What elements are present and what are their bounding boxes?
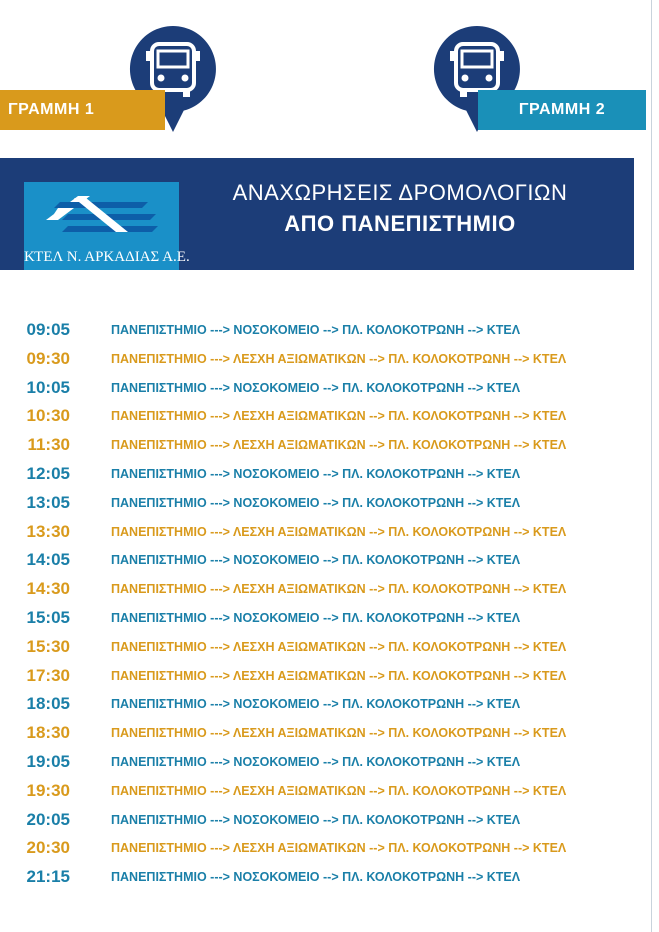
departure-row (0, 834, 640, 863)
departure-time: 10:05 (26, 377, 70, 397)
departure-row (0, 518, 640, 547)
departure-row (0, 863, 640, 892)
departure-row (0, 460, 640, 489)
departure-route: ΠΑΝΕΠΙΣΤΗΜΙΟ ---> ΝΟΣΟΚΟΜΕΙΟ --> ΠΛ. ΚΟΛΟΚΟΤΡΩΝΗ --> ΚΤΕΛ (111, 323, 521, 337)
departure-time: 20:30 (26, 838, 70, 858)
departure-route: ΠΑΝΕΠΙΣΤΗΜΙΟ ---> ΝΟΣΟΚΟΜΕΙΟ --> ΠΛ. ΚΟΛΟΚΟΤΡΩΝΗ --> ΚΤΕΛ (111, 466, 521, 481)
line-1-label: ΓΡΑΜΜΗ 1 (8, 101, 95, 118)
departure-row (0, 345, 640, 374)
departure-route: ΠΑΝΕΠΙΣΤΗΜΙΟ ---> ΝΟΣΟΚΟΜΕΙΟ --> ΠΛ. ΚΟΛΟΚΟΤΡΩΝΗ --> ΚΤΕΛ (111, 697, 521, 712)
line-2-label: ΓΡΑΜΜΗ 2 (518, 101, 606, 118)
departure-route: ΠΑΝΕΠΙΣΤΗΜΙΟ ---> ΛΕΣΧΗ ΑΞΙΩΜΑΤΙΚΩΝ --> ΠΛ. ΚΟΛΟΚΟΤΡΩΝΗ --> ΚΤΕΛ (111, 409, 567, 424)
departure-time: 20:05 (26, 809, 70, 829)
departure-row (0, 777, 640, 806)
departure-time: 21:15 (26, 867, 70, 887)
departure-row (0, 633, 640, 662)
departure-time: 15:05 (26, 607, 70, 627)
departure-time: 17:30 (26, 665, 70, 685)
banner-title-line2: ΑΠΟ ΠΑΝΕΠΙΣΤΗΜΙΟ (284, 211, 516, 236)
departure-route: ΠΑΝΕΠΙΣΤΗΜΙΟ ---> ΛΕΣΧΗ ΑΞΙΩΜΑΤΙΚΩΝ --> ΠΛ. ΚΟΛΟΚΟΤΡΩΝΗ --> ΚΤΕΛ (111, 668, 567, 683)
departure-time: 18:30 (26, 723, 70, 743)
departure-time: 10:30 (26, 406, 70, 426)
departure-route: ΠΑΝΕΠΙΣΤΗΜΙΟ ---> ΝΟΣΟΚΟΜΕΙΟ --> ΠΛ. ΚΟΛΟΚΟΤΡΩΝΗ --> ΚΤΕΛ (111, 870, 521, 885)
line-1-badge (0, 90, 165, 130)
departure-route: ΠΑΝΕΠΙΣΤΗΜΙΟ ---> ΝΟΣΟΚΟΜΕΙΟ --> ΠΛ. ΚΟΛΟΚΟΤΡΩΝΗ --> ΚΤΕΛ (111, 495, 521, 510)
departure-time: 19:30 (26, 780, 70, 800)
departure-time: 09:30 (26, 348, 70, 368)
departure-row (0, 748, 640, 777)
departure-route: ΠΑΝΕΠΙΣΤΗΜΙΟ ---> ΛΕΣΧΗ ΑΞΙΩΜΑΤΙΚΩΝ --> ΠΛ. ΚΟΛΟΚΟΤΡΩΝΗ --> ΚΤΕΛ (111, 726, 567, 741)
departure-row (0, 546, 640, 575)
departure-time: 12:05 (26, 463, 70, 483)
departure-time: 15:30 (26, 636, 70, 656)
departure-time: 13:05 (26, 492, 70, 512)
departure-row (0, 604, 640, 633)
departure-row (0, 316, 640, 345)
departure-row (0, 662, 640, 691)
departure-route: ΠΑΝΕΠΙΣΤΗΜΙΟ ---> ΝΟΣΟΚΟΜΕΙΟ --> ΠΛ. ΚΟΛΟΚΟΤΡΩΝΗ --> ΚΤΕΛ (111, 380, 521, 395)
departure-time: 14:05 (26, 550, 70, 570)
ktel-logo (24, 182, 190, 270)
departure-row (0, 575, 640, 604)
departure-row (0, 402, 640, 431)
ktel-logo-icon (38, 190, 166, 242)
departure-route: ΠΑΝΕΠΙΣΤΗΜΙΟ ---> ΝΟΣΟΚΟΜΕΙΟ --> ΠΛ. ΚΟΛΟΚΟΤΡΩΝΗ --> ΚΤΕΛ (111, 812, 521, 827)
departure-time: 13:30 (26, 521, 70, 541)
departure-route: ΠΑΝΕΠΙΣΤΗΜΙΟ ---> ΛΕΣΧΗ ΑΞΙΩΜΑΤΙΚΩΝ --> ΠΛ. ΚΟΛΟΚΟΤΡΩΝΗ --> ΚΤΕΛ (111, 639, 567, 654)
departure-route: ΠΑΝΕΠΙΣΤΗΜΙΟ ---> ΝΟΣΟΚΟΜΕΙΟ --> ΠΛ. ΚΟΛΟΚΟΤΡΩΝΗ --> ΚΤΕΛ (111, 553, 521, 568)
departure-route: ΠΑΝΕΠΙΣΤΗΜΙΟ ---> ΝΟΣΟΚΟΜΕΙΟ --> ΠΛ. ΚΟΛΟΚΟΤΡΩΝΗ --> ΚΤΕΛ (111, 610, 521, 625)
departure-row (0, 719, 640, 748)
departure-route: ΠΑΝΕΠΙΣΤΗΜΙΟ ---> ΛΕΣΧΗ ΑΞΙΩΜΑΤΙΚΩΝ --> ΠΛ. ΚΟΛΟΚΟΤΡΩΝΗ --> ΚΤΕΛ (111, 783, 567, 798)
departure-route: ΠΑΝΕΠΙΣΤΗΜΙΟ ---> ΛΕΣΧΗ ΑΞΙΩΜΑΤΙΚΩΝ --> ΠΛ. ΚΟΛΟΚΟΤΡΩΝΗ --> ΚΤΕΛ (111, 841, 567, 856)
departure-row (0, 489, 640, 518)
logo-text: ΚΤΕΛ Ν. ΑΡΚΑΔΙΑΣ Α.Ε. (24, 249, 190, 265)
departure-row (0, 431, 640, 460)
departure-time: 19:05 (26, 751, 70, 771)
page-edge-divider (651, 0, 652, 932)
departure-time: 11:30 (27, 435, 70, 455)
line-2-badge (478, 90, 646, 130)
departure-time: 18:05 (26, 694, 70, 714)
departures-list (0, 316, 640, 892)
departure-row (0, 690, 640, 719)
departure-route: ΠΑΝΕΠΙΣΤΗΜΙΟ ---> ΛΕΣΧΗ ΑΞΙΩΜΑΤΙΚΩΝ --> ΠΛ. ΚΟΛΟΚΟΤΡΩΝΗ --> ΚΤΕΛ (111, 524, 567, 539)
departure-route: ΠΑΝΕΠΙΣΤΗΜΙΟ ---> ΝΟΣΟΚΟΜΕΙΟ --> ΠΛ. ΚΟΛΟΚΟΤΡΩΝΗ --> ΚΤΕΛ (111, 754, 521, 769)
departure-row (0, 806, 640, 835)
departure-time: 14:30 (26, 579, 70, 599)
departure-row (0, 374, 640, 403)
departure-time: 09:05 (26, 320, 70, 339)
departure-route: ΠΑΝΕΠΙΣΤΗΜΙΟ ---> ΛΕΣΧΗ ΑΞΙΩΜΑΤΙΚΩΝ --> ΠΛ. ΚΟΛΟΚΟΤΡΩΝΗ --> ΚΤΕΛ (111, 582, 567, 597)
departure-route: ΠΑΝΕΠΙΣΤΗΜΙΟ ---> ΛΕΣΧΗ ΑΞΙΩΜΑΤΙΚΩΝ --> ΠΛ. ΚΟΛΟΚΟΤΡΩΝΗ --> ΚΤΕΛ (111, 351, 567, 366)
departure-route: ΠΑΝΕΠΙΣΤΗΜΙΟ ---> ΛΕΣΧΗ ΑΞΙΩΜΑΤΙΚΩΝ --> ΠΛ. ΚΟΛΟΚΟΤΡΩΝΗ --> ΚΤΕΛ (111, 438, 567, 453)
banner-title-line1: ΑΝΑΧΩΡΗΣΕΙΣ ΔΡΟΜΟΛΟΓΙΩΝ (232, 180, 568, 205)
